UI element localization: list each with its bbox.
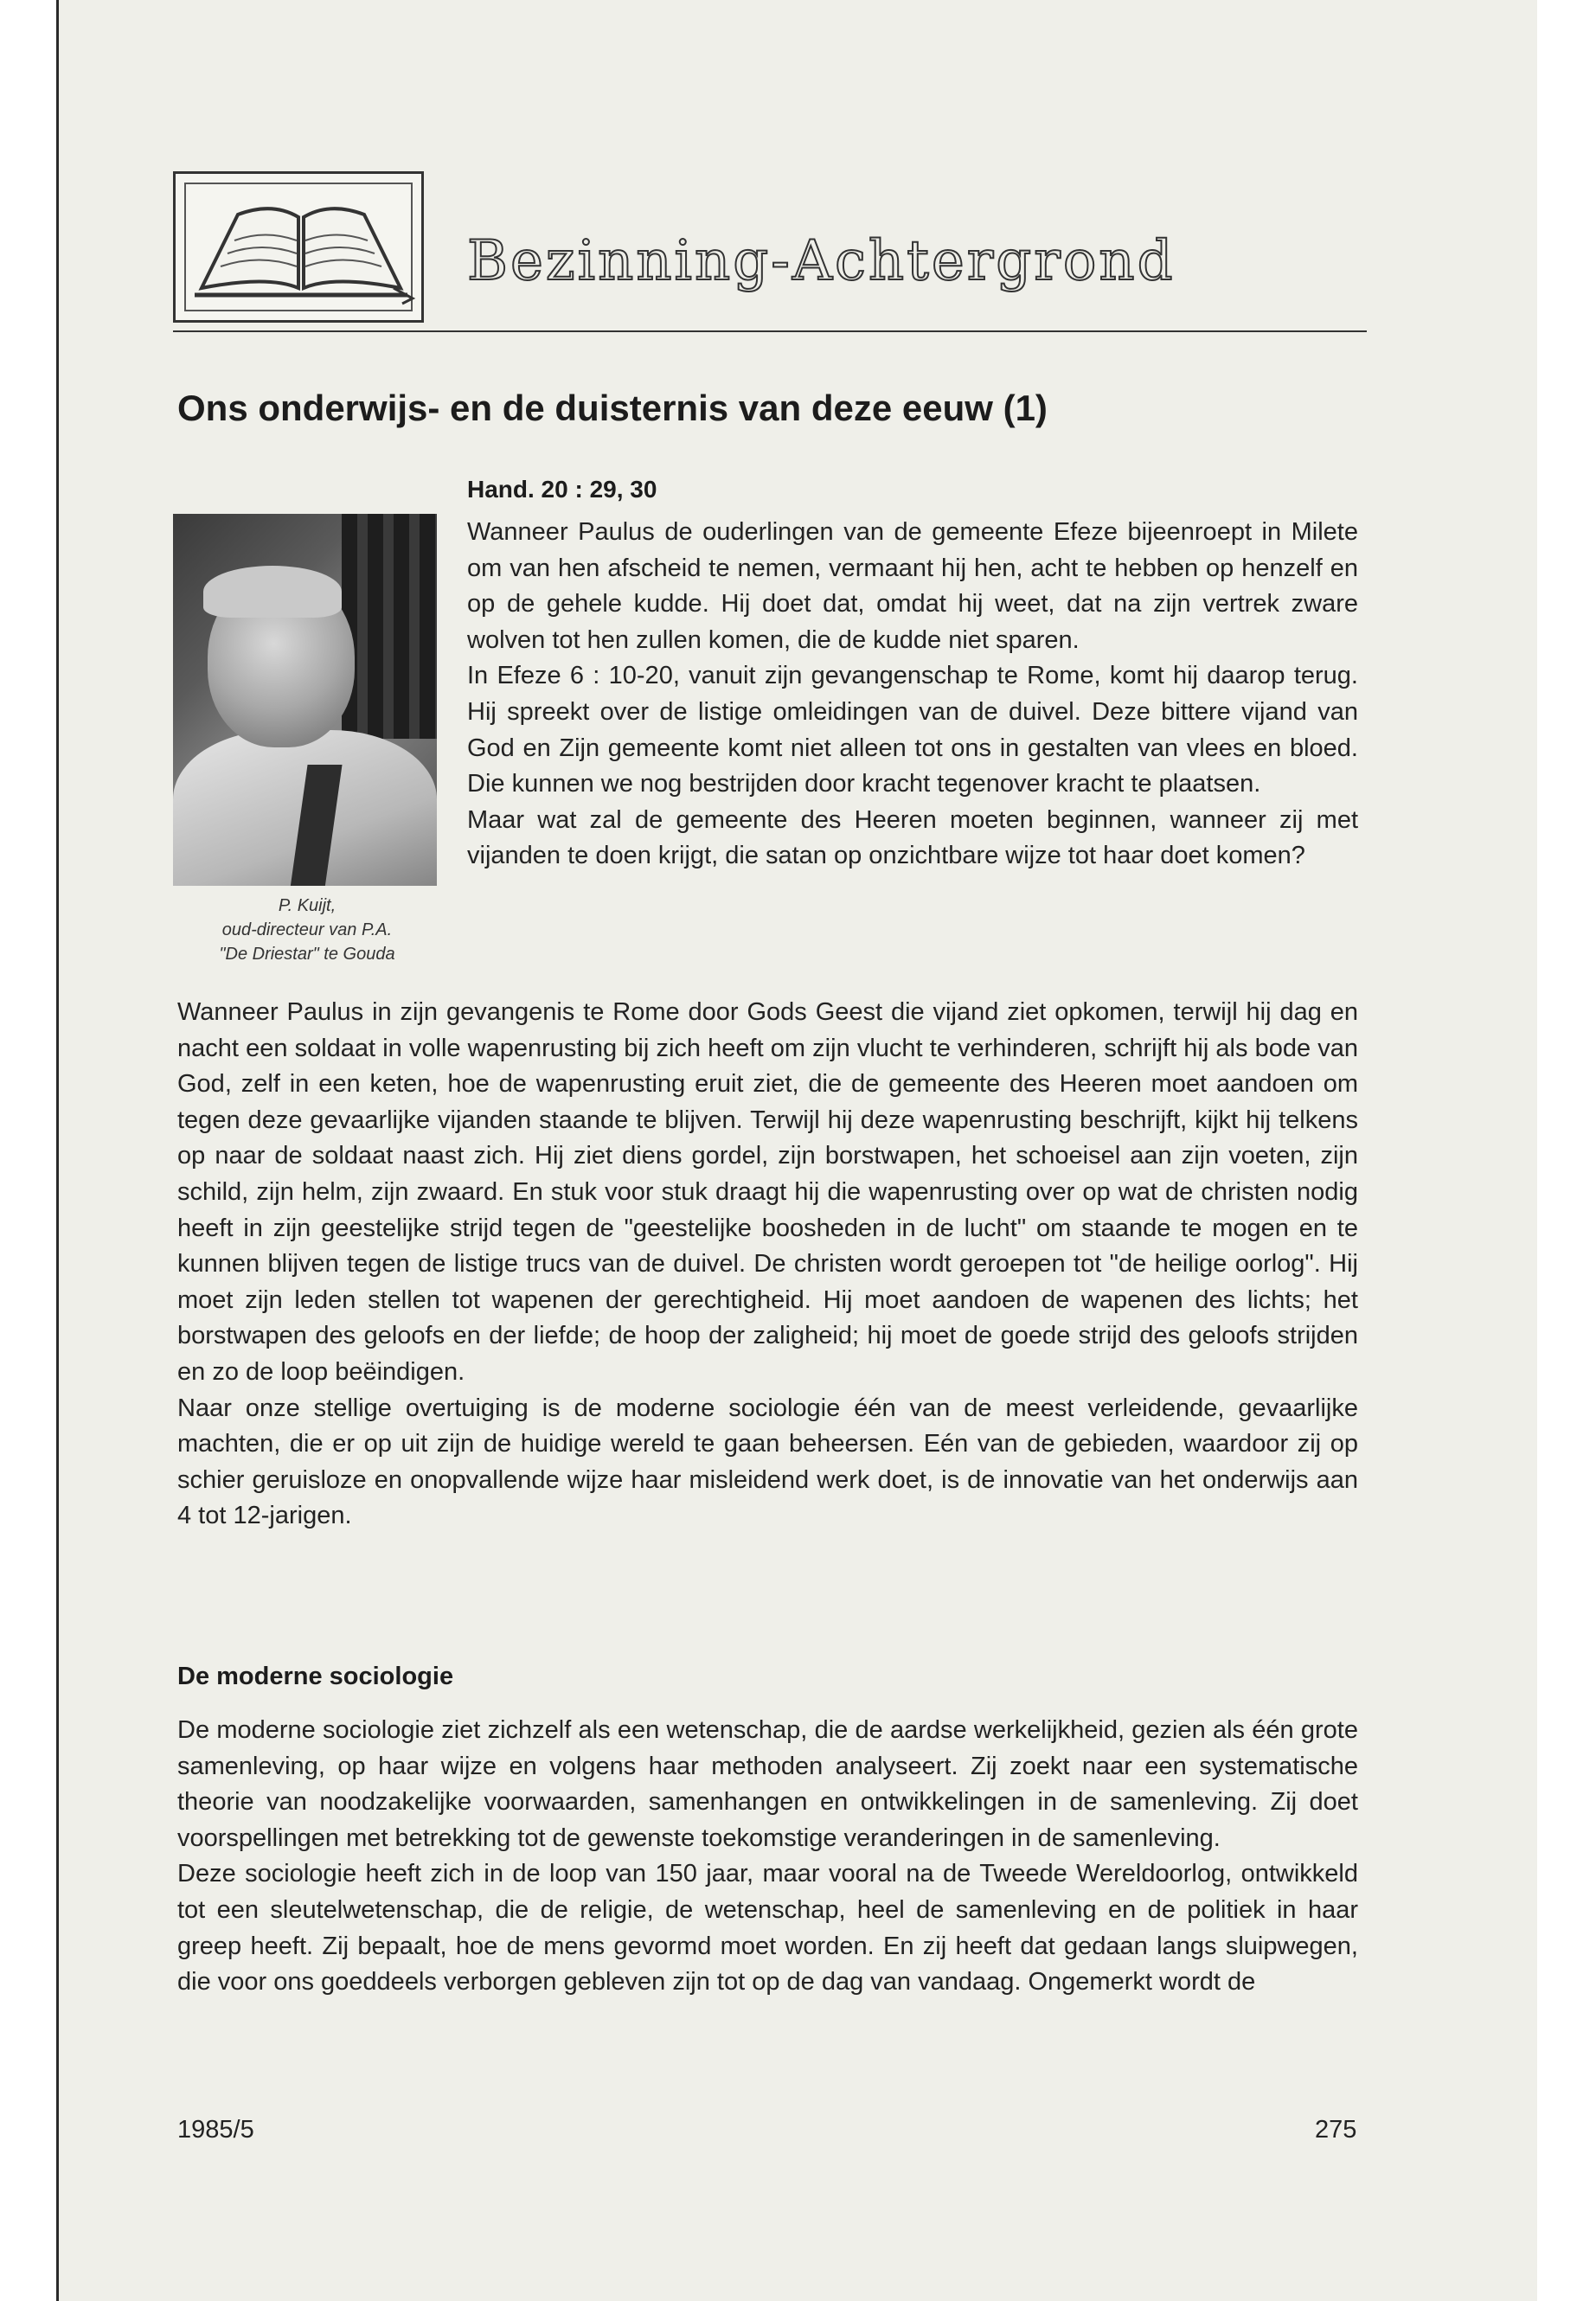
banner-logo-frame xyxy=(184,183,413,311)
section-body xyxy=(177,1713,1358,2001)
photo-caption xyxy=(173,894,441,966)
body-text xyxy=(177,995,1358,1535)
banner-logo xyxy=(173,171,424,323)
banner-divider xyxy=(173,330,1367,332)
body-paragraph: Naar onze stellige overtuiging is de moderne sociologie één van de meest verleidende, gevaarlijke machten, die er op uit zijn de huidige wereld te gaan beheersen. Eén van de gebieden, waardoor zij op schier geruisloze en onopvallende wijze haar misleidend werk doet, is de innovatie van het onderwijs aan 4 tot 12-jarigen. xyxy=(177,1394,1358,1530)
open-book-icon xyxy=(186,184,416,315)
article-title: Ons onderwijs- en de duisternis van deze eeuw (1) xyxy=(177,388,1048,428)
section-banner-title: Bezinning-Achtergrond xyxy=(467,229,1176,293)
section-paragraph: De moderne sociologie ziet zichzelf als een wetenschap, die de aardse werkelijkheid, gezien als één grote samenleving, op haar wijze en volgens haar methoden analyseert. Zij zoekt naar een systematische theorie van noodzakelijke voorwaarden, samenhangen en ontwikkelingen in de samenleving. Zij doet voorspellingen met betrekking tot de gewenste toekomstige veranderingen in de samenleving. xyxy=(177,1716,1358,1852)
intro-column xyxy=(467,515,1358,875)
caption-role: oud-directeur van P.A. xyxy=(221,920,393,939)
author-photo xyxy=(173,514,437,886)
body-paragraph: Wanneer Paulus in zijn gevangenis te Rome door Gods Geest die vijand ziet opkomen, terwijl hij dag en nacht een soldaat in volle wapenrusting bij zich heeft om zijn vlucht te verhinderen, schrijft hij als bode van God, zelf in een keten, hoe de wapenrusting eruit ziet, die de gemeente des Heeren moet aandoen om tegen deze gevaarlijke vijanden staande te blijven. Terwijl hij deze wapenrusting beschrijft, kijkt hij telkens op naar de soldaat naast zich. Hij ziet diens gordel, zijn borstwapen, het schoeisel aan zijn voeten, zijn schild, zijn helm, zijn zwaard. En stuk voor stuk draagt hij die wapenrusting over op wat de christen nodig heeft in zijn geestelijke strijd tegen de "geestelijke boosheden in de lucht" om staande te mogen en te kunnen blijven tegen de listige trucs van de duivel. De christen wordt geroepen tot "de heilige oorlog". Hij moet zijn leden stellen tot wapenen der gerechtigheid. Hij moet aandoen de wapenen des lichts; het borstwapen des geloofs en der liefde; de hoop der zaligheid; hij moet de goede strijd des geloofs strijden en zo de loop beëindigen. xyxy=(177,998,1358,1386)
caption-school: "De Driestar" te Gouda xyxy=(219,945,395,964)
issue-number: 1985/5 xyxy=(177,2116,254,2144)
caption-name: P. Kuijt, xyxy=(278,896,337,915)
page-number: 275 xyxy=(1315,2116,1357,2144)
scripture-reference: Hand. 20 : 29, 30 xyxy=(467,476,657,503)
photo-bookshelf xyxy=(342,514,437,739)
section-paragraph: Deze sociologie heeft zich in de loop van 150 jaar, maar vooral na de Tweede Wereldoorlog, ontwikkeld tot een sleutelwetenschap, die de religie, de wetenschap, heel de samenleving en de politiek in haar greep heeft. Zij bepaalt, hoe de mens gevormd moet worden. En zij heeft dat gedaan langs sluipwegen, die voor ons goeddeels verborgen gebleven zijn tot op de dag van vandaag. Ongemerkt wordt de xyxy=(177,1860,1358,1997)
intro-paragraph: In Efeze 6 : 10-20, vanuit zijn gevangenschap te Rome, komt hij daarop terug. Hij spreekt over de listige omleidingen van de duivel. Deze bittere vijand van God en Zijn gemeente komt niet alleen tot ons in gestalten van vlees en bloed. Die kunnen we nog bestrijden door kracht tegenover kracht te plaatsen. xyxy=(467,662,1358,798)
intro-paragraph: Maar wat zal de gemeente des Heeren moeten beginnen, wanneer zij met vijanden te doen krijgt, die satan op onzichtbare wijze tot haar doet komen? xyxy=(467,805,1358,870)
photo-hair xyxy=(203,566,342,618)
intro-paragraph: Wanneer Paulus de ouderlingen van de gemeente Efeze bijeenroept in Milete om van hen afscheid te nemen, vermaant hij hen, acht te hebben op henzelf en op de gehele kudde. Hij doet dat, omdat hij weet, dat na zijn vertrek zware wolven tot hen zullen komen, die de kudde niet sparen. xyxy=(467,518,1358,654)
section-heading: De moderne sociologie xyxy=(177,1663,454,1690)
